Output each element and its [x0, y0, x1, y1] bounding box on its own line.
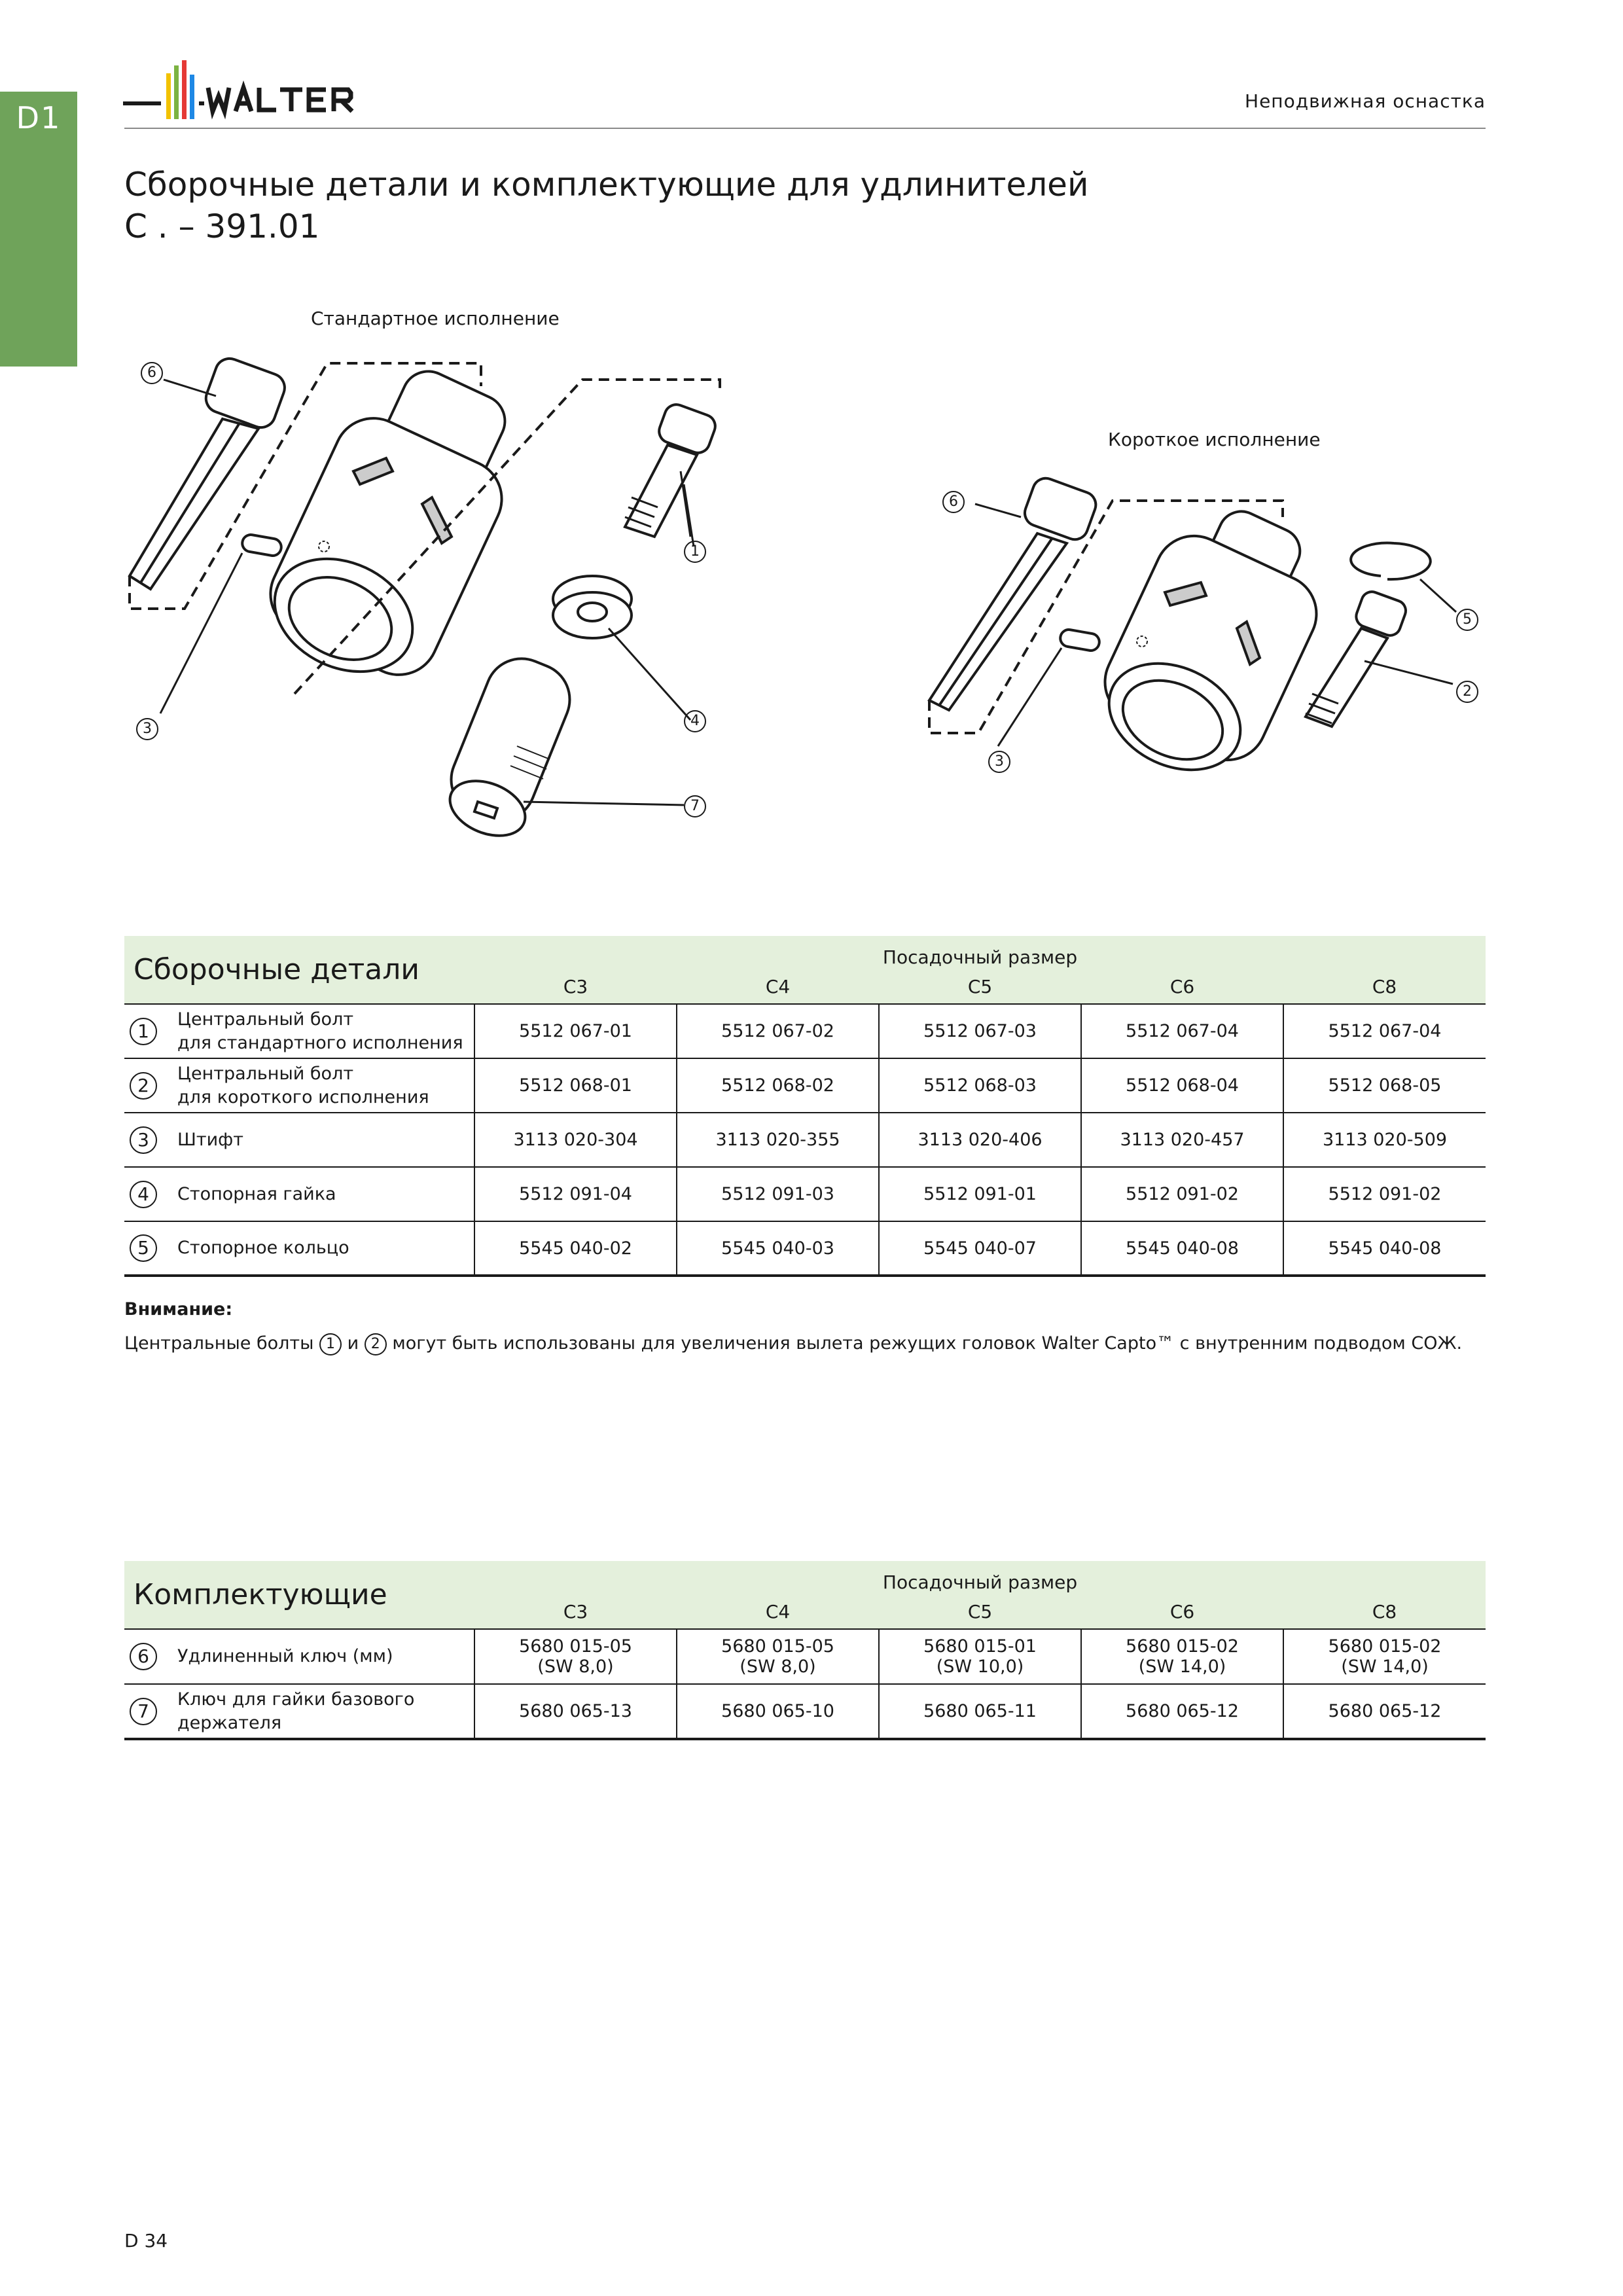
item-number: 3	[130, 1126, 157, 1154]
part-number: 5512 067-01	[474, 1004, 677, 1058]
note-part2: и	[347, 1333, 359, 1354]
column-header: C4	[677, 969, 879, 1004]
part-number: 5680 015-01	[923, 1636, 1037, 1657]
column-header: C3	[474, 1594, 677, 1629]
part-number: 5512 068-05	[1283, 1058, 1486, 1113]
walter-logo	[123, 60, 404, 128]
wrench-size: (SW 10,0)	[936, 1657, 1024, 1677]
part-number: 5512 067-03	[879, 1004, 1081, 1058]
note-title: Внимание:	[124, 1299, 233, 1319]
note-ref-1: 1	[319, 1333, 342, 1355]
part-number: 5545 040-02	[474, 1221, 677, 1276]
wrench-size: (SW 14,0)	[1341, 1657, 1429, 1677]
part-number: 5680 065-11	[879, 1684, 1081, 1739]
nut-wrench-part	[440, 648, 684, 844]
table-row	[124, 1113, 1486, 1167]
part-number: 5512 091-01	[879, 1167, 1081, 1221]
short-assembly	[929, 475, 1456, 790]
fit-size-header: Посадочный размер	[474, 1561, 1486, 1594]
item-description: Стопорная гайка	[177, 1183, 336, 1204]
part-number: 5512 091-02	[1081, 1167, 1283, 1221]
part-number: 5545 040-07	[879, 1221, 1081, 1276]
part-number: 3113 020-406	[879, 1113, 1081, 1167]
item-description: Удлиненный ключ (мм)	[177, 1646, 393, 1666]
item-description-line2: для короткого исполнения	[177, 1086, 429, 1107]
note-part1: Центральные болты	[124, 1333, 314, 1354]
item-description: Ключ для гайки базового	[177, 1689, 415, 1710]
short-central-bolt-part	[1306, 589, 1453, 726]
wrench-size: (SW 8,0)	[537, 1657, 614, 1677]
part-number: 3113 020-457	[1081, 1113, 1283, 1167]
part-number: 3113 020-509	[1283, 1113, 1486, 1167]
table-row	[124, 1004, 1486, 1058]
item-description-line2: держателя	[177, 1712, 282, 1733]
column-header: C5	[879, 1594, 1081, 1629]
callout-7: 7	[684, 795, 706, 817]
column-header: C6	[1081, 1594, 1283, 1629]
item-number: 2	[130, 1072, 157, 1100]
part-number: 5512 068-03	[879, 1058, 1081, 1113]
page-title-line1: Сборочные детали и комплектующие для удлинителей	[124, 166, 1089, 204]
column-header: C4	[677, 1594, 879, 1629]
part-number: 3113 020-304	[474, 1113, 677, 1167]
part-number: 5680 015-02	[1328, 1636, 1442, 1657]
wrench-size: (SW 8,0)	[740, 1657, 816, 1677]
part-number: 5512 068-02	[677, 1058, 879, 1113]
item-number: 1	[130, 1018, 157, 1045]
callout-6-short: 6	[942, 491, 965, 513]
part-number: 5680 015-02	[1126, 1636, 1239, 1657]
table-row	[124, 1684, 1486, 1739]
part-number: 5512 091-03	[677, 1167, 879, 1221]
header-divider	[124, 128, 1486, 129]
item-number: 6	[130, 1643, 157, 1670]
page-number: D 34	[124, 2230, 168, 2251]
accessories-table-title: Комплектующие	[124, 1561, 474, 1629]
part-number: 5512 067-04	[1081, 1004, 1283, 1058]
fit-size-header: Посадочный размер	[474, 936, 1486, 969]
part-number: 5680 015-05	[519, 1636, 632, 1657]
accessories-table	[124, 1561, 1486, 1740]
table-row	[124, 1221, 1486, 1276]
part-number: 3113 020-355	[677, 1113, 879, 1167]
short-base-holder-part	[1092, 504, 1329, 790]
exploded-assembly-drawing	[105, 321, 1505, 847]
note-part3: могут быть использованы для увеличения вылета режущих головок Walter Capto™ с внутренним подводом СОЖ.	[392, 1333, 1463, 1354]
part-number: 5680 065-10	[677, 1684, 879, 1739]
item-description: Центральный болт	[177, 1009, 354, 1030]
part-number: 5512 091-04	[474, 1167, 677, 1221]
part-number: 5680 065-12	[1283, 1684, 1486, 1739]
lock-nut-part	[553, 576, 690, 720]
part-number: 5512 068-04	[1081, 1058, 1283, 1113]
callout-4: 4	[684, 710, 706, 732]
page-title	[124, 164, 1088, 247]
assembly-parts-table	[124, 936, 1486, 1277]
part-number: 5545 040-08	[1283, 1221, 1486, 1276]
item-number: 7	[130, 1698, 157, 1725]
column-header: C8	[1283, 1594, 1486, 1629]
item-description: Центральный болт	[177, 1063, 354, 1084]
part-number: 5545 040-03	[677, 1221, 879, 1276]
wrench-size: (SW 14,0)	[1138, 1657, 1226, 1677]
callout-6-standard: 6	[141, 362, 163, 384]
part-number: 5512 067-02	[677, 1004, 879, 1058]
part-number: 5512 091-02	[1283, 1167, 1486, 1221]
part-number: 5680 065-13	[474, 1684, 677, 1739]
callout-3-standard: 3	[136, 718, 158, 740]
item-description-line2: для стандартного исполнения	[177, 1032, 463, 1053]
assembly-table-title: Сборочные детали	[124, 936, 474, 1004]
item-number: 5	[130, 1234, 157, 1262]
item-description: Стопорное кольцо	[177, 1238, 349, 1258]
standard-assembly	[130, 355, 720, 844]
section-tab-label: D1	[16, 100, 62, 135]
part-number: 5680 065-12	[1081, 1684, 1283, 1739]
base-holder-part	[256, 363, 514, 693]
item-number: 4	[130, 1181, 157, 1208]
standard-version-label: Стандартное исполнение	[311, 308, 560, 329]
column-header: C8	[1283, 969, 1486, 1004]
table-row	[124, 1058, 1486, 1113]
part-number: 5545 040-08	[1081, 1221, 1283, 1276]
item-description: Штифт	[177, 1129, 243, 1150]
column-header: C6	[1081, 969, 1283, 1004]
part-number: 5512 067-04	[1283, 1004, 1486, 1058]
part-number: 5680 015-05	[721, 1636, 834, 1657]
callout-3-short: 3	[988, 751, 1010, 773]
callout-5: 5	[1456, 609, 1478, 631]
short-version-label: Короткое исполнение	[1108, 429, 1321, 450]
note-ref-2: 2	[365, 1333, 387, 1355]
column-header: C5	[879, 969, 1081, 1004]
table-row	[124, 1629, 1486, 1684]
central-bolt-part	[625, 401, 719, 537]
header-title: Неподвижная оснастка	[1245, 90, 1486, 112]
callout-2: 2	[1456, 681, 1478, 703]
note-text	[124, 1331, 1462, 1357]
table-row	[124, 1167, 1486, 1221]
part-number: 5512 068-01	[474, 1058, 677, 1113]
callout-1: 1	[684, 541, 706, 563]
column-header: C3	[474, 969, 677, 1004]
page-title-line2: C . – 391.01	[124, 207, 320, 245]
